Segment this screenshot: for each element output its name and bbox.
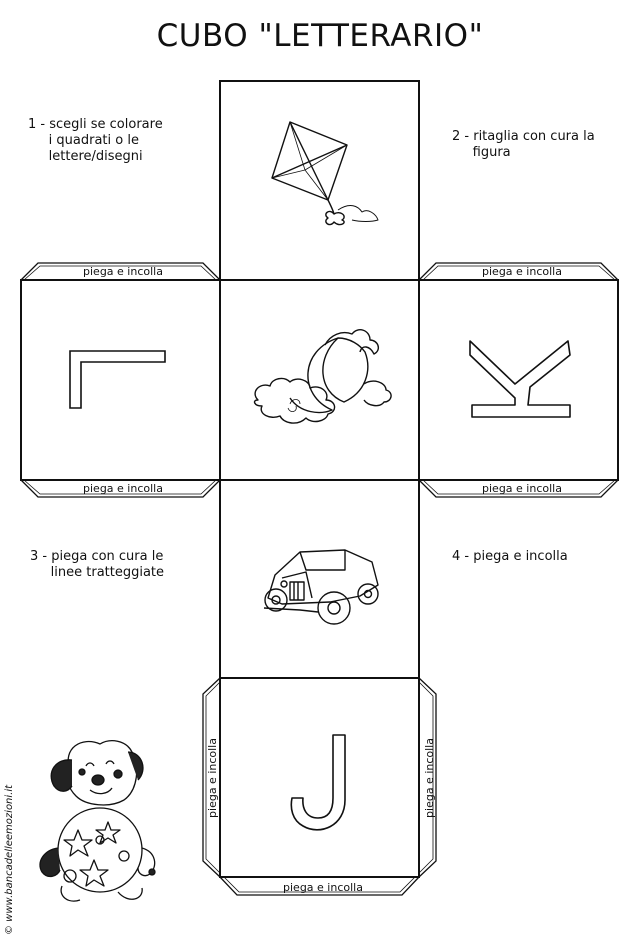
flap-label: piega e incolla (83, 265, 163, 278)
kite-icon (272, 122, 378, 225)
face-right (419, 280, 618, 480)
step-3-instruction: 3 - piega con cura le linee tratteggiate (30, 549, 165, 580)
step-4-instruction: 4 - piega e incolla (452, 549, 568, 564)
face-center (220, 280, 419, 480)
flap-label: piega e incolla (283, 881, 363, 894)
dalmatian-puppy-icon (40, 741, 155, 901)
step-2-instruction: 2 - ritaglia con cura la figura (452, 129, 595, 160)
face-bottom (220, 678, 419, 877)
jeep-icon (264, 550, 378, 624)
letter-l-glyph (70, 351, 165, 408)
face-top (220, 81, 419, 280)
copyright-credit: © www.bancadelleemozioni.it (4, 784, 15, 935)
flap-label: piega e incolla (482, 265, 562, 278)
face-left (21, 280, 220, 480)
letter-j-glyph (291, 735, 345, 830)
flap-label: piega e incolla (206, 738, 219, 818)
page-title: CUBO "LETTERARIO" (156, 18, 484, 54)
flap-label: piega e incolla (482, 482, 562, 495)
face-lower (220, 480, 419, 678)
flap-label: piega e incolla (423, 738, 436, 818)
moon-cloud-icon (255, 330, 392, 423)
letter-k-glyph (470, 341, 570, 417)
flap-label: piega e incolla (83, 482, 163, 495)
step-1-instruction: 1 - scegli se colorare i quadrati o le lettere/disegni (28, 117, 163, 164)
